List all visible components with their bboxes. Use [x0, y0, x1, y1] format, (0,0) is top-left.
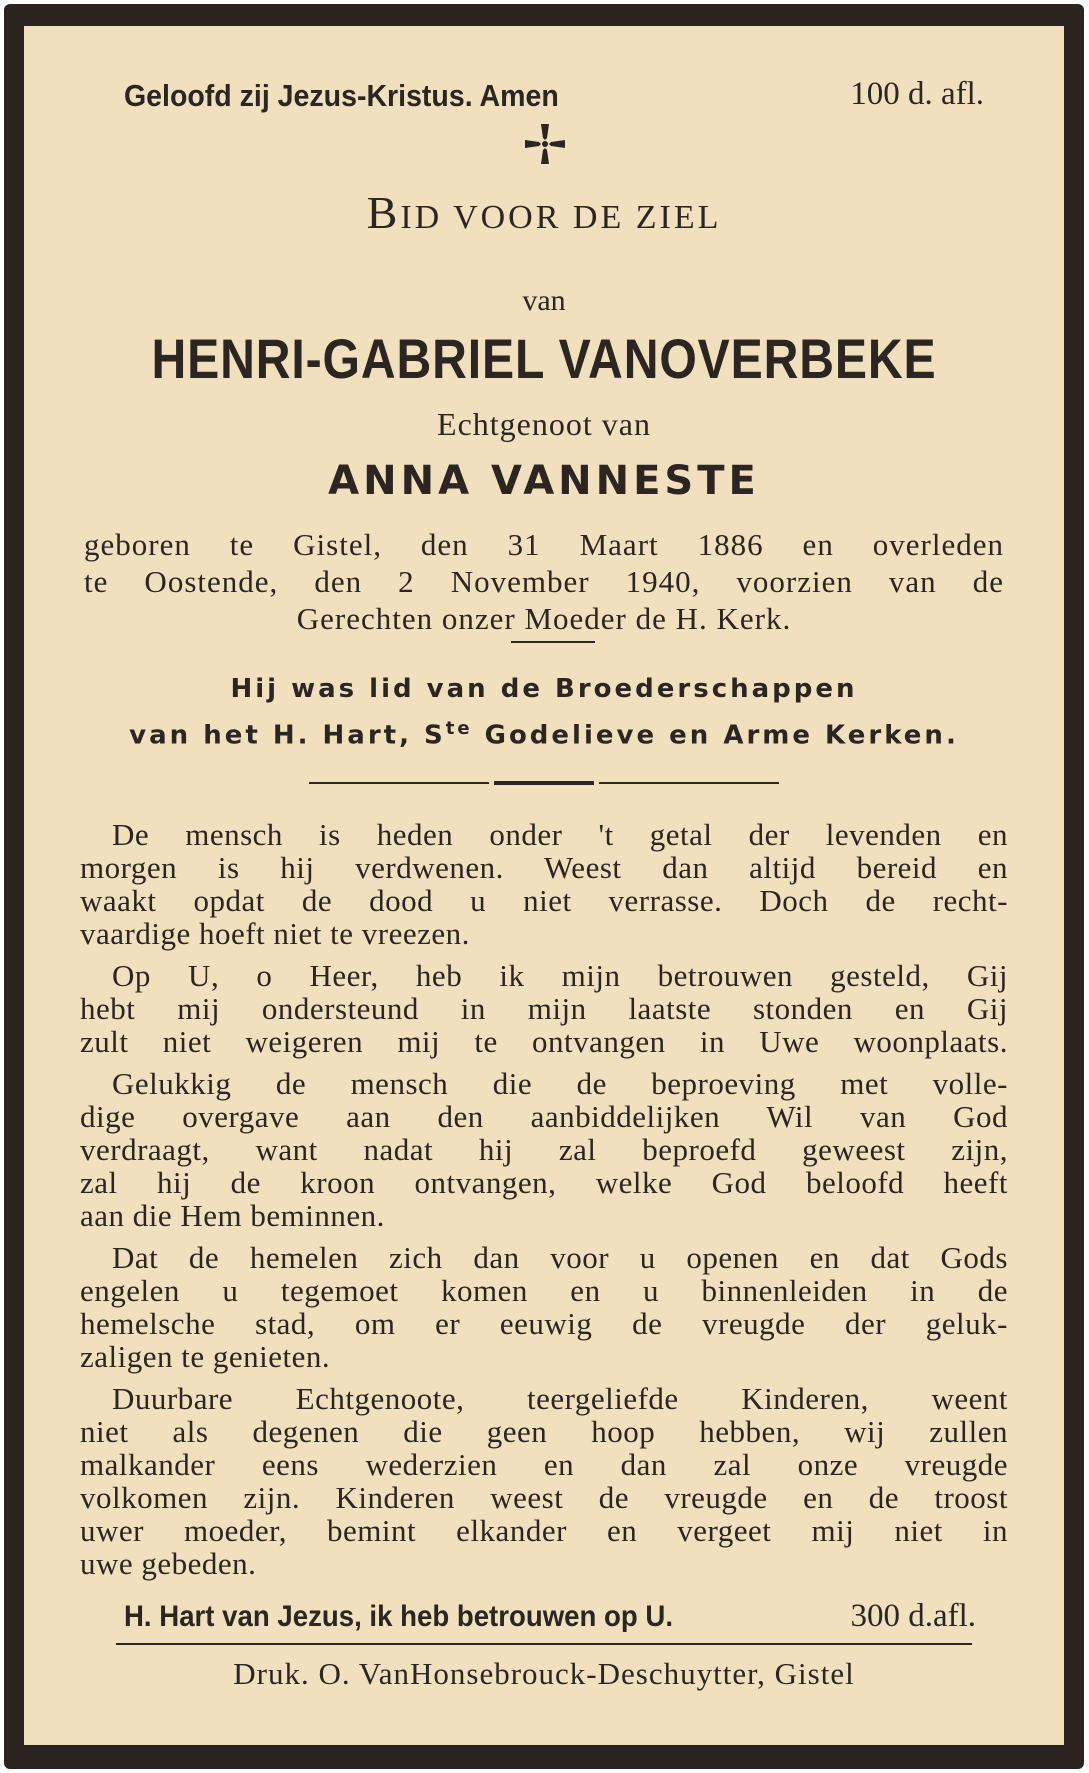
- ornamental-divider: [309, 781, 779, 785]
- printer-credit: Druk. O. VanHonsebrouck-Deschuytter, Gistel: [233, 1656, 855, 1691]
- paragraph: [80, 959, 1008, 1058]
- footer-divider: [116, 1643, 972, 1645]
- text-line: Op U, o Heer, heb ik mijn betrouwen gesteld, Gij: [112, 958, 1008, 993]
- footer-prayer: H. Hart van Jezus, ik heb betrouwen op U.: [124, 1600, 674, 1633]
- text-line: uwer moeder, bemint elkander en vergeet mij niet in: [80, 1513, 1008, 1548]
- bio-line: Gerechten onzer Moeder de H. Kerk.: [296, 601, 792, 636]
- brotherhood-text: van het H. Hart, S: [129, 720, 446, 751]
- van-label: van: [522, 284, 566, 317]
- paragraph: [80, 1382, 1008, 1580]
- text-line: verdraagt, want nadat hij zal beproefd geweest zijn,: [80, 1132, 1008, 1167]
- text-line: De mensch is heden onder 't getal der levenden en: [112, 817, 1008, 852]
- text-line: Duurbare Echtgenoote, teergeliefde Kinderen, weent: [112, 1381, 1008, 1416]
- text-line: Gelukkig de mensch die de beproeving met volle-: [112, 1066, 1008, 1101]
- text-line: volkomen zijn. Kinderen weest de vreugde en de troost: [80, 1480, 1008, 1515]
- bio-line: te Oostende, den 2 November 1940, voorzien van de: [84, 564, 1004, 599]
- paragraph: [80, 1067, 1008, 1232]
- header-indulgence: 100 d. afl.: [850, 76, 984, 112]
- text-line: malkander eens wederzien en dan zal onze vreugde: [80, 1447, 1008, 1482]
- text-line: uwe gebeden.: [80, 1546, 257, 1581]
- cross-icon: [523, 122, 567, 166]
- spouse-name: ANNA VANNESTE: [328, 458, 760, 504]
- prayer-text: [80, 818, 1008, 1589]
- biography: [84, 526, 1004, 637]
- text-line: waakt opdat de dood u niet verrasse. Doch de recht-: [80, 883, 1008, 918]
- spouse-label: Echtgenoot van: [437, 406, 651, 442]
- text-line: zal hij de kroon ontvangen, welke God beloofd heeft: [80, 1165, 1008, 1200]
- paragraph: [80, 1241, 1008, 1373]
- bid-initial: B: [366, 187, 401, 238]
- deceased-name: HENRI-GABRIEL VANOVERBEKE: [151, 327, 937, 390]
- brotherhood-line: Hij was lid van de Broederschappen: [230, 674, 858, 704]
- bio-line: geboren te Gistel, den 31 Maart 1886 en overleden: [84, 527, 1004, 562]
- footer-indulgence: 300 d.afl.: [850, 1598, 976, 1634]
- paragraph: [80, 818, 1008, 950]
- brotherhood-text: Godelieve en Arme Kerken.: [472, 720, 959, 751]
- bid-rest: ID VOOR DE ZIEL: [400, 199, 722, 236]
- header-motto: Geloofd zij Jezus-Kristus. Amen: [124, 78, 559, 113]
- text-line: dige overgave aan den aanbiddelijken Wil van God: [80, 1099, 1008, 1134]
- text-line: vaardige hoeft niet te vreezen.: [80, 916, 470, 951]
- text-line: morgen is hij verdwenen. Weest dan altijd bereid en: [80, 850, 1008, 885]
- text-line: zult niet weigeren mij te ontvangen in Uwe woonplaats.: [80, 1024, 1008, 1059]
- text-line: engelen u tegemoet komen en u binnenleiden in de: [80, 1273, 1008, 1308]
- text-line: aan die Hem beminnen.: [80, 1198, 385, 1233]
- text-line: hemelsche stad, om er eeuwig de vreugde der geluk-: [80, 1306, 1008, 1341]
- bid-voor-de-ziel: [24, 186, 1064, 239]
- divider: [511, 641, 595, 643]
- text-line: Dat de hemelen zich dan voor u openen en dat Gods: [112, 1240, 1008, 1275]
- text-line: niet als degenen die geen hoop hebben, wij zullen: [80, 1414, 1008, 1449]
- text-line: zaligen te genieten.: [80, 1339, 331, 1374]
- memorial-card: [24, 26, 1064, 1745]
- text-line: hebt mij ondersteund in mijn laatste stonden en Gij: [80, 991, 1008, 1026]
- brotherhood-sup: te: [445, 718, 473, 739]
- brotherhood-line: [24, 718, 1064, 751]
